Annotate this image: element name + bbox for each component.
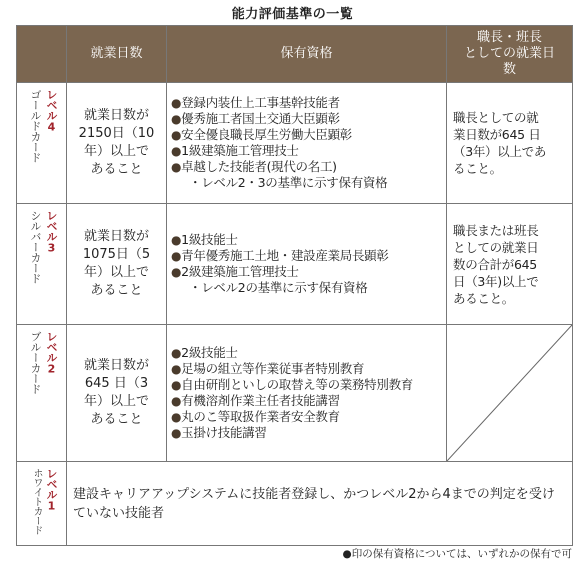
- qual-text: ・レベル2・3の基準に示す保有資格: [189, 175, 388, 190]
- bullet-icon: ●: [171, 346, 182, 360]
- header-lead-line: としての就業日: [463, 46, 555, 61]
- qual-item: [171, 377, 444, 393]
- qual-text: 2級技能士: [181, 345, 238, 360]
- days-line: あること: [90, 283, 143, 298]
- bullet-icon: ●: [171, 265, 182, 279]
- days-line: 年）以上で: [83, 394, 149, 409]
- bullet-icon: ●: [171, 96, 182, 110]
- days-line: 年）以上で: [83, 265, 149, 280]
- level-name: レベル2: [45, 331, 58, 375]
- qual-item-sub: [171, 280, 444, 296]
- qual-text: 足場の組立等作業従事者特別教育: [181, 361, 365, 376]
- header-blank: [17, 26, 67, 83]
- lead-line: としての就業日: [453, 239, 539, 255]
- qual-text: 有機溶剤作業主任者技能講習: [181, 393, 340, 408]
- bullet-icon: ●: [171, 378, 182, 392]
- bullet-icon: ●: [171, 249, 182, 263]
- qual-item: [171, 393, 444, 409]
- level-cell: [17, 462, 67, 546]
- qual-item: [171, 264, 444, 280]
- qual-item: [171, 361, 444, 377]
- bullet-icon: ●: [171, 426, 182, 440]
- lead-cell: [447, 83, 573, 204]
- qual-item: [171, 425, 444, 441]
- diagonal-line: [447, 325, 572, 461]
- qual-item: [171, 159, 444, 175]
- bullet-icon: ●: [171, 394, 182, 408]
- qual-text: 1級技能士: [181, 232, 238, 247]
- bullet-icon: ●: [171, 144, 182, 158]
- days-line: 2150日（10: [78, 126, 155, 141]
- bullet-icon: ●: [171, 410, 182, 424]
- evaluation-table: [16, 25, 573, 546]
- days-line: 年）以上で: [83, 144, 149, 159]
- level-name: レベル3: [45, 210, 58, 254]
- header-quals: 保有資格: [167, 26, 447, 83]
- days-line: 1075日（5: [82, 247, 151, 262]
- footnote: ●印の保有資格については、いずれかの保有で可: [342, 548, 572, 560]
- lead-line: 業日数が645 日: [453, 127, 541, 142]
- not-applicable-cell: [447, 325, 573, 462]
- qual-text: ・レベル2の基準に示す保有資格: [189, 280, 368, 295]
- qual-text: 1級建築施工管理技士: [181, 143, 299, 158]
- bullet-icon: ●: [171, 233, 182, 247]
- level-row-1: [17, 462, 573, 546]
- days-line: 就業日数が: [83, 108, 149, 123]
- quals-cell: [167, 204, 447, 325]
- qual-text: 自由研削といしの取替え等の業務特別教育: [181, 377, 413, 392]
- card-name: ゴールドカード: [29, 89, 42, 163]
- quals-cell: [167, 83, 447, 204]
- level-cell: [17, 204, 67, 325]
- qual-text: 登録内装仕上工事基幹技能者: [181, 95, 340, 110]
- lead-line: あること。: [453, 290, 515, 306]
- lead-line: 数の合計が645: [453, 256, 537, 272]
- qual-item: [171, 248, 444, 264]
- qual-item: [171, 232, 444, 248]
- days-line: 645 日（3: [84, 376, 149, 391]
- days-line: あること: [90, 162, 143, 177]
- header-lead: [447, 26, 573, 83]
- level-cell: [17, 83, 67, 204]
- qual-item: [171, 111, 444, 127]
- quals-cell: [167, 325, 447, 462]
- qual-item-sub: [171, 175, 444, 191]
- qual-item: [171, 127, 444, 143]
- qual-item: [171, 143, 444, 159]
- level-cell: [17, 325, 67, 462]
- level-row-3: [17, 204, 573, 325]
- header-row: [17, 26, 573, 83]
- qual-item: [171, 345, 444, 361]
- page-title: 能力評価基準の一覧: [231, 7, 354, 22]
- lead-cell: [447, 204, 573, 325]
- level-row-4: [17, 83, 573, 204]
- days-cell: [67, 204, 167, 325]
- level-name: レベル1: [45, 468, 58, 512]
- bullet-icon: ●: [171, 160, 182, 174]
- header-lead-line: 職長・班長: [476, 30, 542, 45]
- qual-text: 青年優秀施工土地・建設産業局長顕彰: [181, 248, 389, 263]
- bullet-icon: ●: [171, 112, 182, 126]
- header-lead-line: 数: [502, 62, 516, 77]
- header-days: 就業日数: [67, 26, 167, 83]
- lead-line: ること。: [453, 161, 502, 176]
- card-name: ブルーカード: [29, 331, 42, 394]
- days-line: 就業日数が: [83, 358, 149, 373]
- level-row-2: [17, 325, 573, 462]
- qual-item: [171, 95, 444, 111]
- lead-line: 職長または班長: [453, 222, 539, 238]
- days-line: あること: [90, 412, 143, 427]
- lead-line: 職長としての就: [453, 110, 539, 125]
- card-name: ホワイトカード: [31, 468, 42, 535]
- lead-line: （3年）以上であ: [453, 144, 547, 159]
- bullet-icon: ●: [171, 128, 182, 142]
- qual-text: 2級建築施工管理技士: [181, 264, 299, 279]
- card-name: シルバーカード: [29, 210, 42, 284]
- bullet-icon: ●: [171, 362, 182, 376]
- days-cell: [67, 325, 167, 462]
- qual-text: 優秀施工者国土交通大臣顕彰: [181, 111, 340, 126]
- qual-text: 玉掛け技能講習: [181, 425, 267, 440]
- level-name: レベル4: [45, 89, 58, 133]
- level1-description: 建設キャリアアップシステムに技能者登録し、かつレベル2から4までの判定を受けていない技能者: [67, 462, 573, 546]
- days-line: 就業日数が: [83, 229, 149, 244]
- lead-line: 日（3年)以上で: [453, 273, 539, 289]
- qual-item: [171, 409, 444, 425]
- qual-text: 卓越した技能者(現代の名工): [181, 159, 337, 174]
- days-cell: [67, 83, 167, 204]
- qual-text: 安全優良職長厚生労働大臣顕彰: [181, 127, 352, 142]
- qual-text: 丸のこ等取扱作業者安全教育: [181, 409, 340, 424]
